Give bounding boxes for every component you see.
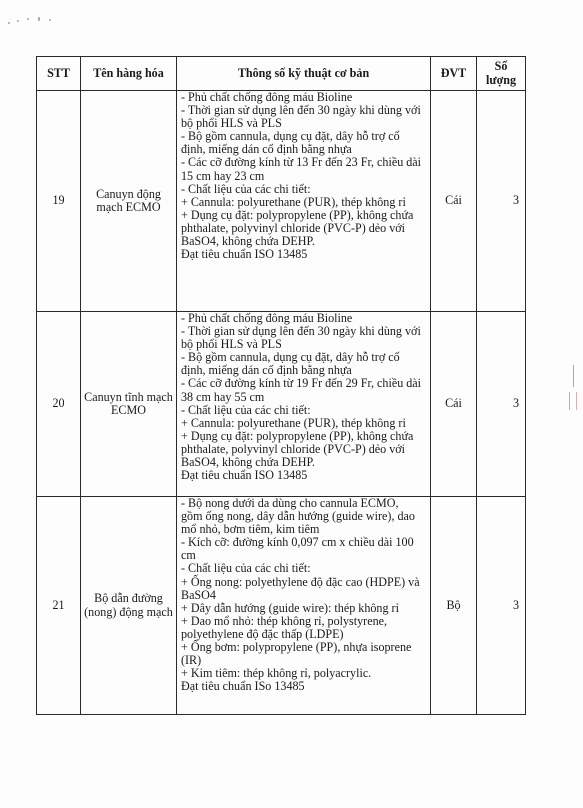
spec-line: BaSO4, không chứa DEHP.	[181, 234, 315, 249]
spec-line: bộ phổi HLS và PLS	[181, 116, 282, 131]
table-header-row	[37, 57, 526, 91]
spec-line: BaSO4, không chứa DEHP.	[181, 455, 315, 470]
row-qty: 3	[477, 497, 526, 715]
row-spec	[177, 312, 431, 497]
spec-line: BaSO4	[181, 587, 216, 602]
row-qty: 3	[477, 91, 526, 312]
row-stt: 21	[37, 497, 81, 715]
product-spec-table	[36, 56, 526, 715]
spec-line: - Thời gian sử dụng lên đến 30 ngày khi dùng với	[181, 324, 421, 339]
row-product-name: Bộ dẫn đường (nong) động mạch	[81, 497, 177, 715]
spec-line: (IR)	[181, 653, 202, 668]
header-stt: STT	[37, 57, 81, 91]
header-unit: ĐVT	[431, 57, 477, 91]
spec-line: polyethylene độ đặc thấp (LDPE)	[181, 626, 344, 641]
spec-line: - Bộ gồm cannula, dụng cụ đặt, dây hỗ trợ cố	[181, 129, 400, 144]
spec-line: - Thời gian sử dụng lên đến 30 ngày khi dùng với	[181, 103, 421, 118]
header-spec: Thông số kỹ thuật cơ bản	[177, 57, 431, 91]
row-stt: 19	[37, 91, 81, 312]
row-unit: Cái	[431, 312, 477, 497]
header-qty	[477, 57, 526, 91]
spec-line: định, miếng dán cố định bằng nhựa	[181, 142, 352, 157]
spec-line: + Cannula: polyurethane (PUR), thép không rỉ	[181, 415, 406, 430]
edge-scan-mark-2	[569, 392, 577, 410]
spec-line: - Các cỡ đường kính từ 19 Fr đến 29 Fr, chiều dài	[181, 376, 422, 391]
spec-line: - Các cỡ đường kính từ 13 Fr đến 23 Fr, chiều dài	[181, 155, 422, 170]
spec-line: + Dây dẫn hướng (guide wire): thép không rỉ	[181, 600, 399, 615]
spec-line: + Ống nong: polyethylene độ đặc cao (HDPE) và	[181, 574, 420, 589]
row-product-name: Canuyn tĩnh mạch ECMO	[81, 312, 177, 497]
spec-line: Đạt tiêu chuẩn ISO 13485	[181, 247, 308, 262]
spec-line: gồm ống nong, dây dẫn hướng (guide wire), dao	[181, 509, 415, 524]
spec-line: Đạt tiêu chuẩn ISO 13485	[181, 468, 308, 483]
spec-line: phthalate, polyvinyl chloride (PVC-P) dẻo với	[181, 220, 406, 235]
spec-line: - Chất liệu của các chi tiết:	[181, 402, 311, 417]
spec-line: mổ nhỏ, bơm tiêm, kim tiêm	[181, 522, 320, 537]
spec-line: cm	[181, 548, 196, 563]
spec-line: + Ống bơm: polypropylene (PP), nhựa isoprene	[181, 640, 412, 655]
table-row	[37, 497, 526, 715]
spec-line: - Phủ chất chống đông máu Bioline	[181, 311, 353, 325]
row-unit: Cái	[431, 91, 477, 312]
spec-line: 38 cm hay 55 cm	[181, 389, 265, 404]
spec-line: - Chất liệu của các chi tiết:	[181, 561, 311, 576]
spec-line: - Kích cỡ: đường kính 0,097 cm x chiều dài 100	[181, 535, 414, 550]
spec-line: - Bộ nong dưới da dùng cho cannula ECMO,	[181, 496, 399, 510]
row-stt: 20	[37, 312, 81, 497]
spec-line: Đạt tiêu chuẩn ISo 13485	[181, 679, 305, 694]
spec-line: + Cannula: polyurethane (PUR), thép không rỉ	[181, 194, 406, 209]
row-unit: Bộ	[431, 497, 477, 715]
scan-speckle-mark	[8, 14, 56, 28]
header-qty-line1: Số	[494, 59, 508, 74]
spec-line: + Kim tiêm: thép không rỉ, polyacrylic.	[181, 666, 372, 681]
spec-line: - Phủ chất chống đông máu Bioline	[181, 90, 353, 104]
spec-line: định, miếng dán cố định bằng nhựa	[181, 363, 352, 378]
spec-line: + Dụng cụ đặt: polypropylene (PP), không chứa	[181, 207, 414, 222]
spec-line: 15 cm hay 23 cm	[181, 168, 265, 183]
spec-line: - Chất liệu của các chi tiết:	[181, 181, 311, 196]
row-spec	[177, 91, 431, 312]
header-name: Tên hàng hóa	[81, 57, 177, 91]
table-row	[37, 312, 526, 497]
header-qty-line2: lượng	[485, 72, 517, 87]
spec-line: + Dao mổ nhỏ: thép không rỉ, polystyrene,	[181, 613, 388, 628]
edge-scan-mark	[573, 365, 577, 387]
row-spec	[177, 497, 431, 715]
spec-line: - Bộ gồm cannula, dụng cụ đặt, dây hỗ trợ cố	[181, 350, 400, 365]
row-qty: 3	[477, 312, 526, 497]
spec-line: phthalate, polyvinyl chloride (PVC-P) dẻo với	[181, 441, 406, 456]
spec-line: + Dụng cụ đặt: polypropylene (PP), không chứa	[181, 428, 414, 443]
table-row	[37, 91, 526, 312]
row-product-name: Canuyn động mạch ECMO	[81, 91, 177, 312]
spec-line: bộ phổi HLS và PLS	[181, 337, 282, 352]
